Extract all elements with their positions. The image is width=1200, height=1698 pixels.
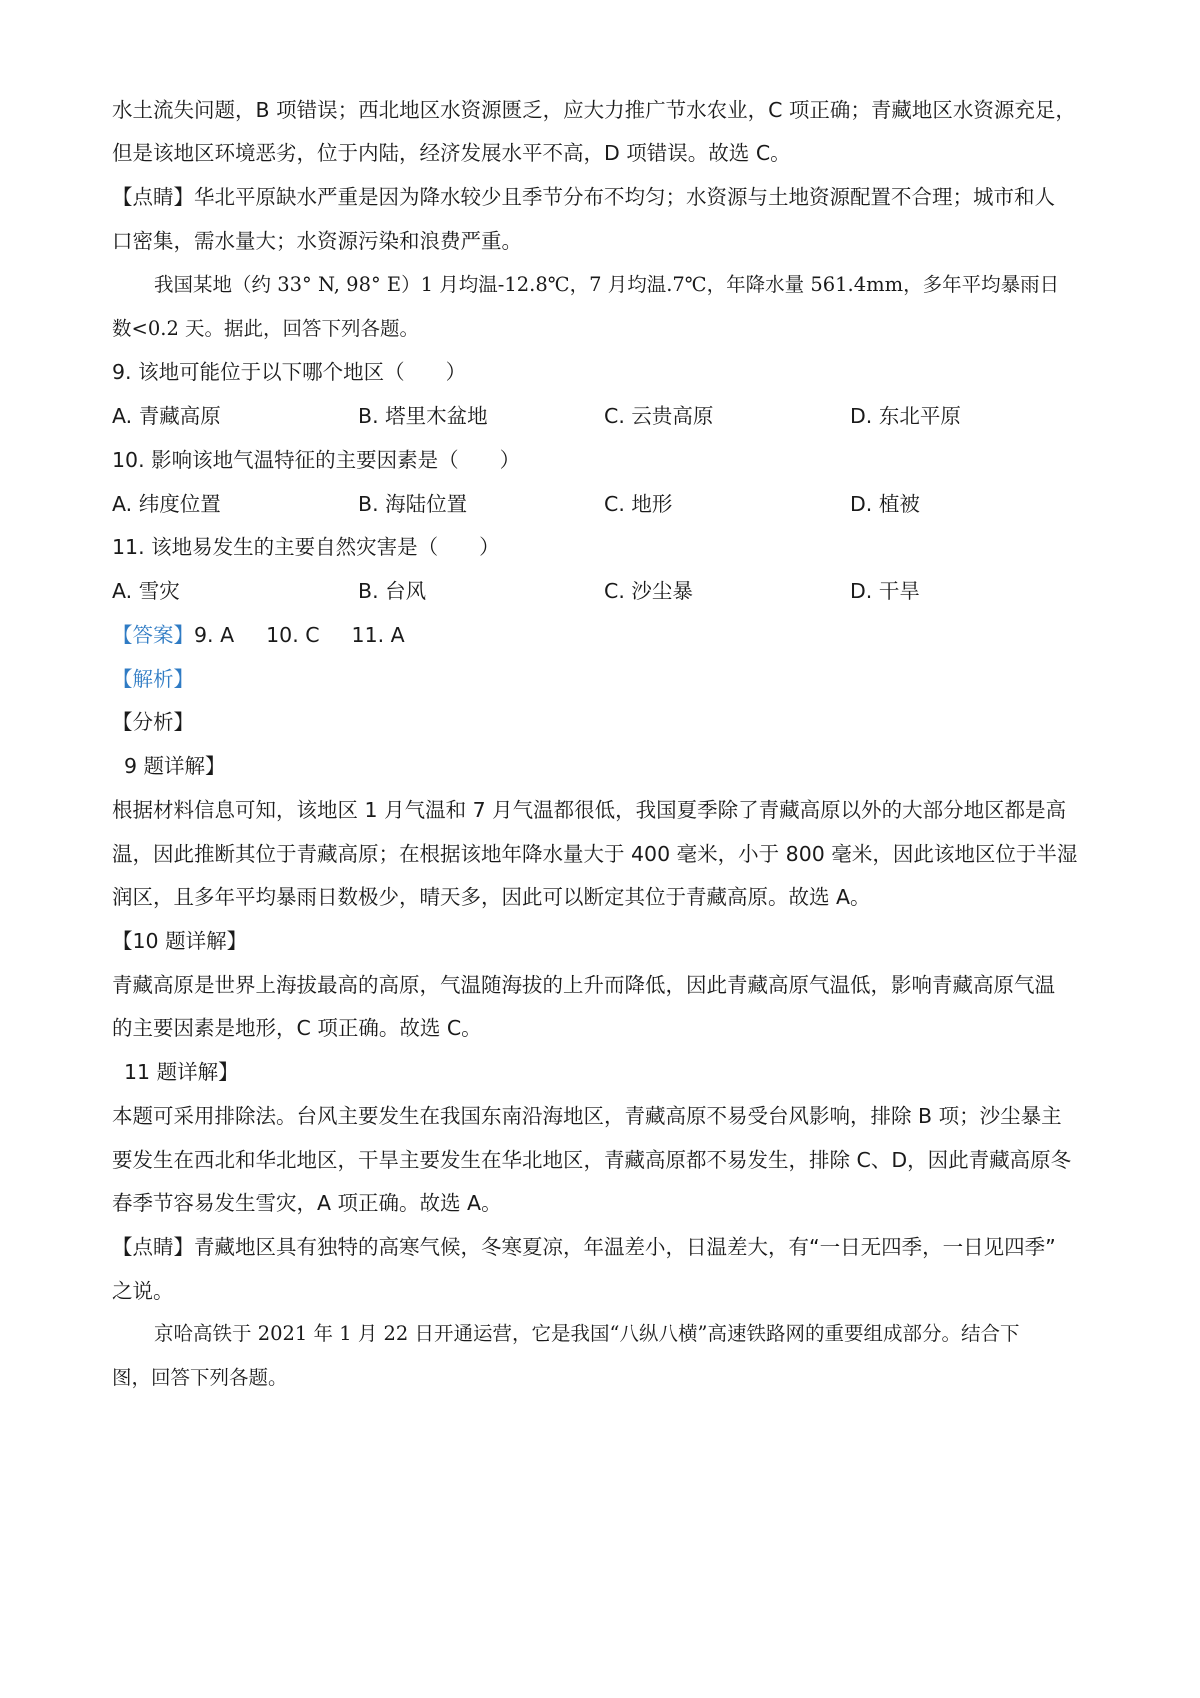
q9-option-b: B. 塔里木盆地 (358, 404, 488, 428)
q9-detail-line-2: 温，因此推断其位于青藏高原；在根据该地年降水量大于 400 毫米，小于 800 毫米，因此该地区位于半湿 (112, 842, 1078, 866)
question-10-stem: 10. 影响该地气温特征的主要因素是（ ） (112, 448, 521, 472)
answer-9: 9. A (194, 623, 235, 647)
q9-detail-title: 9 题详解】 (124, 754, 226, 778)
q10-detail-line-1: 青藏高原是世界上海拔最高的高原，气温随海拔的上升而降低，因此青藏高原气温低，影响青藏高原气温 (112, 973, 1055, 997)
q11-detail-title: 11 题详解】 (124, 1060, 239, 1084)
note-2-line-1: 【点睛】青藏地区具有独特的高寒气候，冬寒夏凉，年温差小，日温差大，有“一日无四季，一日见四季” (112, 1235, 1056, 1259)
q11-option-b: B. 台风 (358, 579, 427, 603)
material-2-line-1: 京哈高铁于 2021 年 1 月 22 日开通运营，它是我国“八纵八横”高速铁路网的重要组成部分。结合下 (154, 1322, 1020, 1345)
q10-detail-line-2: 的主要因素是地形，C 项正确。故选 C。 (112, 1016, 482, 1040)
material-line-1: 我国某地（约 33° N, 98° E）1 月均温-12.8℃，7 月均温.7℃，年降水量 561.4mm，多年平均暴雨日 (154, 273, 1060, 296)
q9-detail-line-3: 润区，且多年平均暴雨日数极少，晴天多，因此可以断定其位于青藏高原。故选 A。 (112, 885, 871, 909)
question-11-stem: 11. 该地易发生的主要自然灾害是（ ） (112, 535, 500, 559)
q11-detail-line-3: 春季节容易发生雪灾，A 项正确。故选 A。 (112, 1191, 502, 1215)
answer-line (112, 621, 405, 649)
q10-option-b: B. 海陆位置 (358, 492, 468, 516)
q9-option-c: C. 云贵高原 (604, 404, 714, 428)
q11-option-d: D. 干旱 (850, 579, 920, 603)
q9-option-d: D. 东北平原 (850, 404, 961, 428)
q11-option-a: A. 雪灾 (112, 579, 180, 603)
note-line-2: 口密集，需水量大；水资源污染和浪费严重。 (112, 229, 522, 253)
q10-option-c: C. 地形 (604, 492, 673, 516)
analysis-label: 【解析】 (112, 667, 194, 691)
material-line-2: 数<0.2 天。据此，回答下列各题。 (112, 317, 420, 340)
note-2-line-2: 之说。 (112, 1279, 174, 1303)
question-9-stem: 9. 该地可能位于以下哪个地区（ ） (112, 360, 467, 384)
prev-answer-line-1: 水土流失问题，B 项错误；西北地区水资源匮乏，应大力推广节水农业，C 项正确；青藏地区水资源充足， (112, 98, 1076, 122)
prev-answer-line-2: 但是该地区环境恶劣，位于内陆，经济发展水平不高，D 项错误。故选 C。 (112, 141, 791, 165)
q9-detail-line-1: 根据材料信息可知，该地区 1 月气温和 7 月气温都很低，我国夏季除了青藏高原以外的大部分地区都是高 (112, 798, 1067, 822)
q11-detail-line-1: 本题可采用排除法。台风主要发生在我国东南沿海地区，青藏高原不易受台风影响，排除 B 项；沙尘暴主 (112, 1104, 1062, 1128)
note-line-1: 【点睛】华北平原缺水严重是因为降水较少且季节分布不均匀；水资源与土地资源配置不合理；城市和人 (112, 185, 1055, 209)
answer-11: 11. A (351, 623, 405, 647)
answer-10: 10. C (266, 623, 320, 647)
q10-option-d: D. 植被 (850, 492, 920, 516)
fenxi-label: 【分析】 (112, 710, 194, 734)
q10-option-a: A. 纬度位置 (112, 492, 221, 516)
q11-detail-line-2: 要发生在西北和华北地区，干旱主要发生在华北地区，青藏高原都不易发生，排除 C、D，因此青藏高原冬 (112, 1148, 1072, 1172)
q11-option-c: C. 沙尘暴 (604, 579, 693, 603)
q10-detail-title: 【10 题详解】 (112, 929, 248, 953)
material-2-line-2: 图，回答下列各题。 (112, 1366, 288, 1389)
answer-label: 【答案】 (112, 623, 194, 647)
q9-option-a: A. 青藏高原 (112, 404, 221, 428)
